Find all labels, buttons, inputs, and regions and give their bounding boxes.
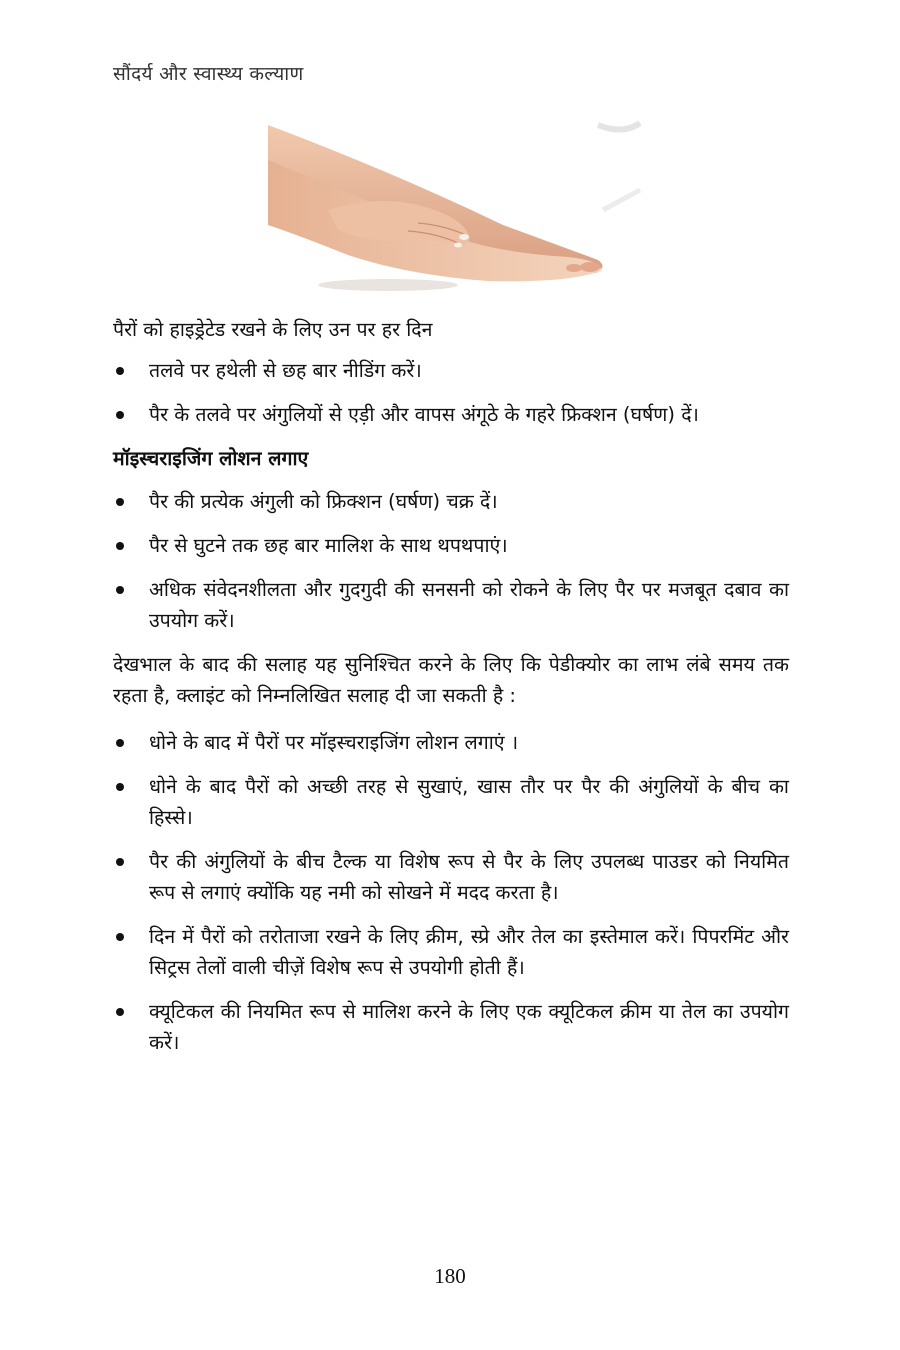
- list-item-text: पैर से घुटने तक छह बार मालिश के साथ थपथपाएं।: [149, 534, 508, 557]
- list-item: [113, 846, 789, 908]
- aftercare-advice-paragraph: देखभाल के बाद की सलाह यह सुनिश्चित करने के लिए कि पेडीक्योर का लाभ लंबे समय तक रहता है, क्लाइंट को निम्नलिखित सलाह दी जा सकती है :: [113, 653, 789, 707]
- lotion-list: [113, 486, 789, 636]
- running-header: सौंदर्य और स्वास्थ्य कल्याण: [113, 63, 304, 85]
- list-item: [113, 727, 789, 758]
- bullet-icon: [116, 739, 124, 747]
- section-heading: मॉइस्चराइजिंग लोशन लगाए: [113, 447, 309, 470]
- list-item-text: धोने के बाद में पैरों पर मॉइस्चराइजिंग लोशन लगाएं ।: [149, 731, 519, 754]
- list-item: [113, 486, 789, 517]
- list-item-text: तलवे पर हथेली से छह बार नीडिंग करें।: [149, 359, 422, 382]
- list-item: [113, 921, 789, 983]
- page-number: 180: [434, 1264, 466, 1288]
- list-item-text: पैर की प्रत्येक अंगुली को फ्रिक्शन (घर्षण) चक्र दें।: [149, 490, 498, 513]
- list-item: [113, 996, 789, 1058]
- hydration-list: [113, 355, 789, 430]
- list-item: [113, 771, 789, 833]
- feet-massage-photo: [268, 115, 642, 295]
- intro-paragraph: पैरों को हाइड्रेटेड रखने के लिए उन पर हर दिन: [113, 318, 433, 341]
- bullet-icon: [116, 586, 124, 594]
- list-item-text: पैर के तलवे पर अंगुलियों से एड़ी और वापस अंगूठे के गहरे फ्रिक्शन (घर्षण) दें।: [149, 403, 699, 426]
- bullet-icon: [116, 498, 124, 506]
- list-item-text: पैर की अंगुलियों के बीच टैल्क या विशेष रूप से पैर के लिए उपलब्ध पाउडर को नियमित रूप से लगाएं क्योंकि यह नमी को सोखने में मदद करता है।: [149, 850, 789, 904]
- bullet-icon: [116, 542, 124, 550]
- list-item-text: क्यूटिकल की नियमित रूप से मालिश करने के लिए एक क्यूटिकल क्रीम या तेल का उपयोग करें।: [149, 1000, 789, 1054]
- bullet-icon: [116, 858, 124, 866]
- list-item-text: धोने के बाद पैरों को अच्छी तरह से सुखाएं, खास तौर पर पैर की अंगुलियों के बीच का हिस्से।: [149, 775, 789, 829]
- list-item-text: अधिक संवेदनशीलता और गुदगुदी की सनसनी को रोकने के लिए पैर पर मजबूत दबाव का उपयोग करें।: [149, 578, 789, 632]
- bullet-icon: [116, 933, 124, 941]
- list-item: [113, 574, 789, 636]
- page-body: [113, 314, 789, 1071]
- list-item-text: दिन में पैरों को तरोताजा रखने के लिए क्रीम, स्प्रे और तेल का इस्तेमाल करें। पिपरमिंट और सिट्रस तेलों वाली चीज़ें विशेष रूप से उपयोगी होती हैं।: [149, 925, 789, 979]
- bullet-icon: [116, 367, 124, 375]
- list-item: [113, 399, 789, 430]
- bullet-icon: [116, 411, 124, 419]
- list-item: [113, 530, 789, 561]
- bullet-icon: [116, 783, 124, 791]
- list-item: [113, 355, 789, 386]
- bullet-icon: [116, 1008, 124, 1016]
- aftercare-list: [113, 727, 789, 1058]
